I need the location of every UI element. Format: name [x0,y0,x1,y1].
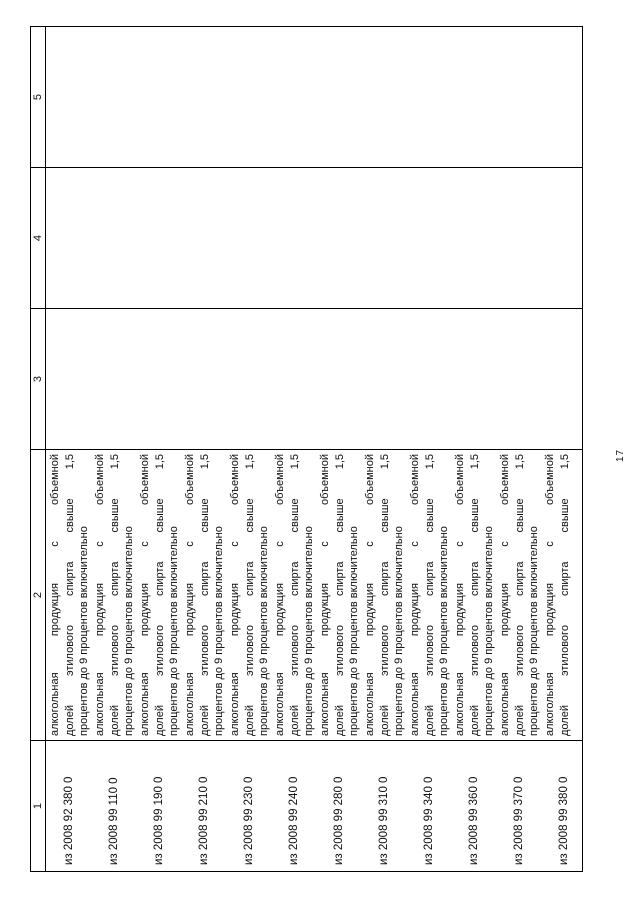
description-line: долей этилового спирта свыше 1,5 [198,454,211,736]
tariff-code: из 2008 99 210 0 [197,776,210,865]
description-line: долей этилового спирта свыше 1,5 [423,454,436,736]
description-line: алкогольная продукция с объемной [319,454,331,736]
page-number: 17 [615,448,626,462]
column-number-row [31,27,46,872]
description-line: алкогольная продукция с объемной [184,454,196,736]
description-line: долей этилового спирта свыше 1,5 [63,454,76,736]
table-row [46,27,583,872]
description-line: долей этилового спирта свыше 1,5 [108,454,121,736]
description-line: процентов до 9 процентов включительно [78,526,90,736]
description-line: алкогольная продукция с объемной [544,454,556,736]
description-line: процентов до 9 процентов включительно [168,526,180,736]
tariff-code: из 2008 99 190 0 [152,776,165,865]
code-column-cell [46,741,583,872]
description-line: долей этилового спирта свыше 1,5 [153,454,166,736]
description-line: долей этилового спирта свыше 1,5 [243,454,256,736]
description-line: долей этилового спирта свыше 1,5 [468,454,481,736]
column-header-2: 2 [31,450,46,741]
description-line: процентов до 9 процентов включительно [528,526,540,736]
description-line: процентов до 9 процентов включительно [483,526,495,736]
description-line: алкогольная продукция с объемной [94,454,106,736]
description-line: алкогольная продукция с объемной [139,454,151,736]
description-line: долей этилового спирта свыше 1,5 [378,454,391,736]
column-header-4: 4 [31,168,46,309]
column-4-cell [46,168,583,309]
description-line: процентов до 9 процентов включительно [348,526,360,736]
column-5-cell [46,27,583,168]
description-line: процентов до 9 процентов включительно [393,526,405,736]
tariff-code: из 2008 99 310 0 [377,776,390,865]
description-line: процентов до 9 процентов включительно [213,526,225,736]
tariff-code: из 2008 99 340 0 [422,776,435,865]
tariff-code: из 2008 99 280 0 [332,776,345,865]
column-header-5: 5 [31,27,46,168]
description-line: процентов до 9 процентов включительно [303,526,315,736]
tariff-code: из 2008 99 230 0 [242,776,255,865]
description-line: алкогольная продукция с объемной [454,454,466,736]
description-line: алкогольная продукция с объемной [364,454,376,736]
tariff-code: из 2008 99 240 0 [287,776,300,865]
description-line: алкогольная продукция с объемной [49,454,61,736]
column-header-3: 3 [31,309,46,450]
description-line: алкогольная продукция с объемной [499,454,511,736]
tariff-table [30,26,583,872]
description-line: алкогольная продукция с объемной [229,454,241,736]
column-header-1: 1 [31,741,46,872]
description-line: долей этилового спирта свыше 1,5 [558,454,571,736]
tariff-code: из 2008 99 360 0 [467,776,480,865]
description-line: алкогольная продукция с объемной [274,454,286,736]
description-line: алкогольная продукция с объемной [409,454,421,736]
description-column-cell [46,450,583,741]
tariff-code: из 2008 92 380 0 [62,776,75,865]
description-line: процентов до 9 процентов включительно [123,526,135,736]
description-line: долей этилового спирта свыше 1,5 [513,454,526,736]
rotated-page [30,32,640,872]
tariff-code: из 2008 99 110 0 [107,777,120,865]
tariff-code: из 2008 99 380 0 [557,776,570,865]
description-line: долей этилового спирта свыше 1,5 [333,454,346,736]
tariff-code: из 2008 99 370 0 [512,776,525,865]
description-line: долей этилового спирта свыше 1,5 [288,454,301,736]
description-line: процентов до 9 процентов включительно [438,526,450,736]
column-3-cell [46,309,583,450]
description-line: процентов до 9 процентов включительно [258,526,270,736]
